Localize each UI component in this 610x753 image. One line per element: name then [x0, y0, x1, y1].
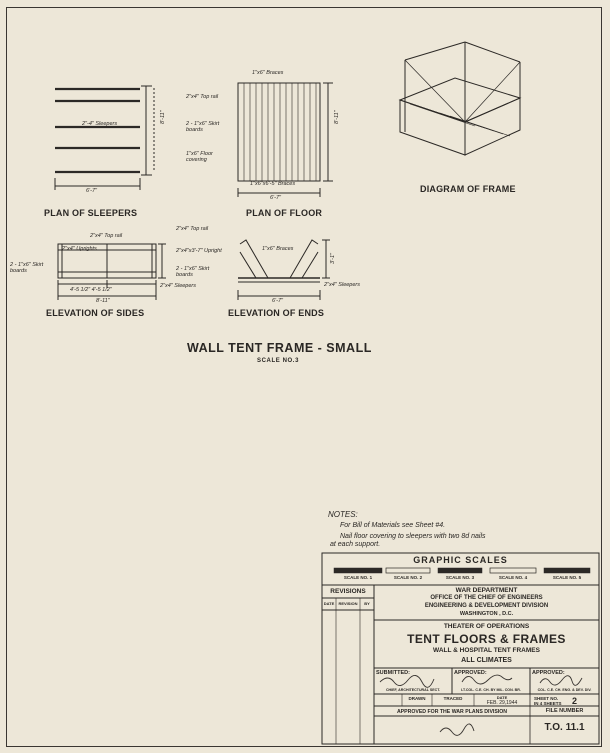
signature-war-plans — [440, 724, 474, 735]
view-title-elevation-of-ends: ELEVATION OF ENDS — [228, 308, 325, 318]
label-side-skirt: 2 - 1"x6" Skirt boards — [10, 262, 44, 274]
tb-war-plans: APPROVED FOR THE WAR PLANS DIVISION — [396, 709, 508, 715]
revisions-col-revision: REVISION — [338, 601, 358, 606]
scale-label-5: SCALE NO. 5 — [552, 575, 582, 580]
notes-heading: NOTES: — [328, 510, 358, 519]
tb-approved-label-2: APPROVED: — [532, 670, 565, 676]
dim-end-height: 3'-1" — [330, 253, 336, 264]
tb-approved-label-1: APPROVED: — [454, 670, 487, 676]
plan-of-sleepers-drawing — [55, 86, 154, 190]
revisions-col-by: BY — [364, 601, 370, 606]
label-skirt-boards: 2 - 1"x6" Skirt boards — [186, 121, 220, 133]
label-side-uprights: 2"x4" Uprights — [62, 246, 97, 252]
view-title-plan-of-sleepers: PLAN OF SLEEPERS — [44, 208, 138, 218]
drawing-scale-note: SCALE NO.3 — [257, 358, 300, 364]
label-side-top-rail: 2"x4" Top rail — [90, 233, 123, 239]
tb-theater: THEATER OF OPERATIONS — [443, 623, 530, 630]
diagram-of-frame-drawing — [400, 42, 520, 155]
tb-main-title: TENT FLOORS & FRAMES — [407, 632, 566, 646]
dim-floor-length: 8'-11" — [334, 110, 340, 124]
label-braces-top: 1"x6" Braces — [252, 70, 284, 76]
tb-sheet-of: IN 4 SHEETS — [534, 701, 562, 706]
scale-label-3: SCALE NO. 3 — [445, 575, 475, 580]
tb-climate: ALL CLIMATES — [461, 657, 512, 664]
tb-dept: WAR DEPARTMENT — [455, 587, 518, 594]
scale-label-2: SCALE NO. 2 — [393, 575, 423, 580]
label-end-top-rail: 2"x4" Top rail — [176, 226, 209, 232]
label-end-sleepers: 2"x4" Sleepers — [324, 282, 361, 288]
dim-floor-width: 6'-7" — [270, 195, 281, 201]
tb-subtitle: WALL & HOSPITAL TENT FRAMES — [433, 647, 540, 654]
tb-office: OFFICE OF THE CHIEF OF ENGINEERS — [430, 595, 543, 601]
tb-sheet-no-label: SHEET NO. — [534, 696, 559, 701]
signature-approved-1 — [462, 675, 512, 684]
dim-side-total: 8'-11" — [96, 298, 110, 304]
label-braces-bottom: 1"x6"x6'-5" Braces — [250, 181, 296, 187]
tb-sig-caption-3: COL. C.E. CH. ENG. & DEV. DIV. — [537, 688, 592, 692]
tb-drawn-label: DRAWN — [408, 696, 426, 701]
drawing-title: WALL TENT FRAME - SMALL — [187, 341, 372, 355]
tb-city: WASHINGTON , D.C. — [459, 611, 514, 617]
revisions-col-date: DATE — [323, 601, 335, 606]
graphic-scales-heading: GRAPHIC SCALES — [413, 555, 508, 565]
label-sleepers: 2"-4" Sleepers — [82, 121, 118, 127]
tb-sig-caption-1: CHIEF, ARCHITECTURAL SECT. — [385, 688, 441, 692]
tb-traced-label: TRACED — [443, 696, 463, 701]
plan-of-floor-drawing — [238, 83, 333, 197]
notes-line-2: Nail floor covering to sleepers with two 8d nails — [340, 533, 486, 540]
label-side-sleepers: 2"x4" Sleepers — [160, 283, 197, 289]
label-top-rail: 2"x4" Top rail — [186, 94, 219, 100]
tb-division: ENGINEERING & DEVELOPMENT DIVISION — [424, 603, 549, 609]
scale-label-4: SCALE NO. 4 — [498, 575, 528, 580]
tb-date-value: FEB. 29,1944 — [486, 700, 518, 706]
view-title-elevation-of-sides: ELEVATION OF SIDES — [46, 308, 145, 318]
revisions-heading: REVISIONS — [330, 588, 366, 595]
tb-file-number: T.O. 11.1 — [544, 722, 585, 733]
tb-submitted-label: SUBMITTED: — [376, 670, 410, 676]
notes-line-1: For Bill of Materials see Sheet #4. — [340, 522, 446, 529]
label-floor-covering: 1"x6" Floor covering — [186, 151, 213, 163]
label-end-skirt: 2 - 1"x6" Skirt boards — [176, 266, 210, 278]
dim-end-width: 6'-7" — [272, 298, 283, 304]
tb-sig-caption-2: LT.COL. C.E. CH. BY MIL. CON. BR. — [461, 688, 521, 692]
scale-label-1: SCALE NO. 1 — [343, 575, 373, 580]
tb-date-label: DATE — [496, 695, 508, 700]
dim-sleepers-length: 8'-11" — [160, 110, 166, 124]
notes-line-3: at each support. — [330, 541, 381, 548]
dim-side-halves: 4'-5 1/2" 4'-5 1/2" — [70, 287, 112, 293]
dim-sleepers-width: 6'-7" — [86, 188, 97, 194]
view-title-plan-of-floor: PLAN OF FLOOR — [246, 208, 323, 218]
tb-sheet-no: 2 — [572, 696, 578, 706]
view-title-diagram-of-frame: DIAGRAM OF FRAME — [420, 184, 516, 194]
label-end-upright: 2"x4"x3'-7" Upright — [176, 248, 222, 254]
signature-submitted — [380, 675, 434, 687]
signature-approved-2 — [540, 676, 582, 686]
tb-file-number-label: FILE NUMBER — [545, 708, 584, 714]
label-end-braces: 1"x6" Braces — [262, 246, 294, 252]
